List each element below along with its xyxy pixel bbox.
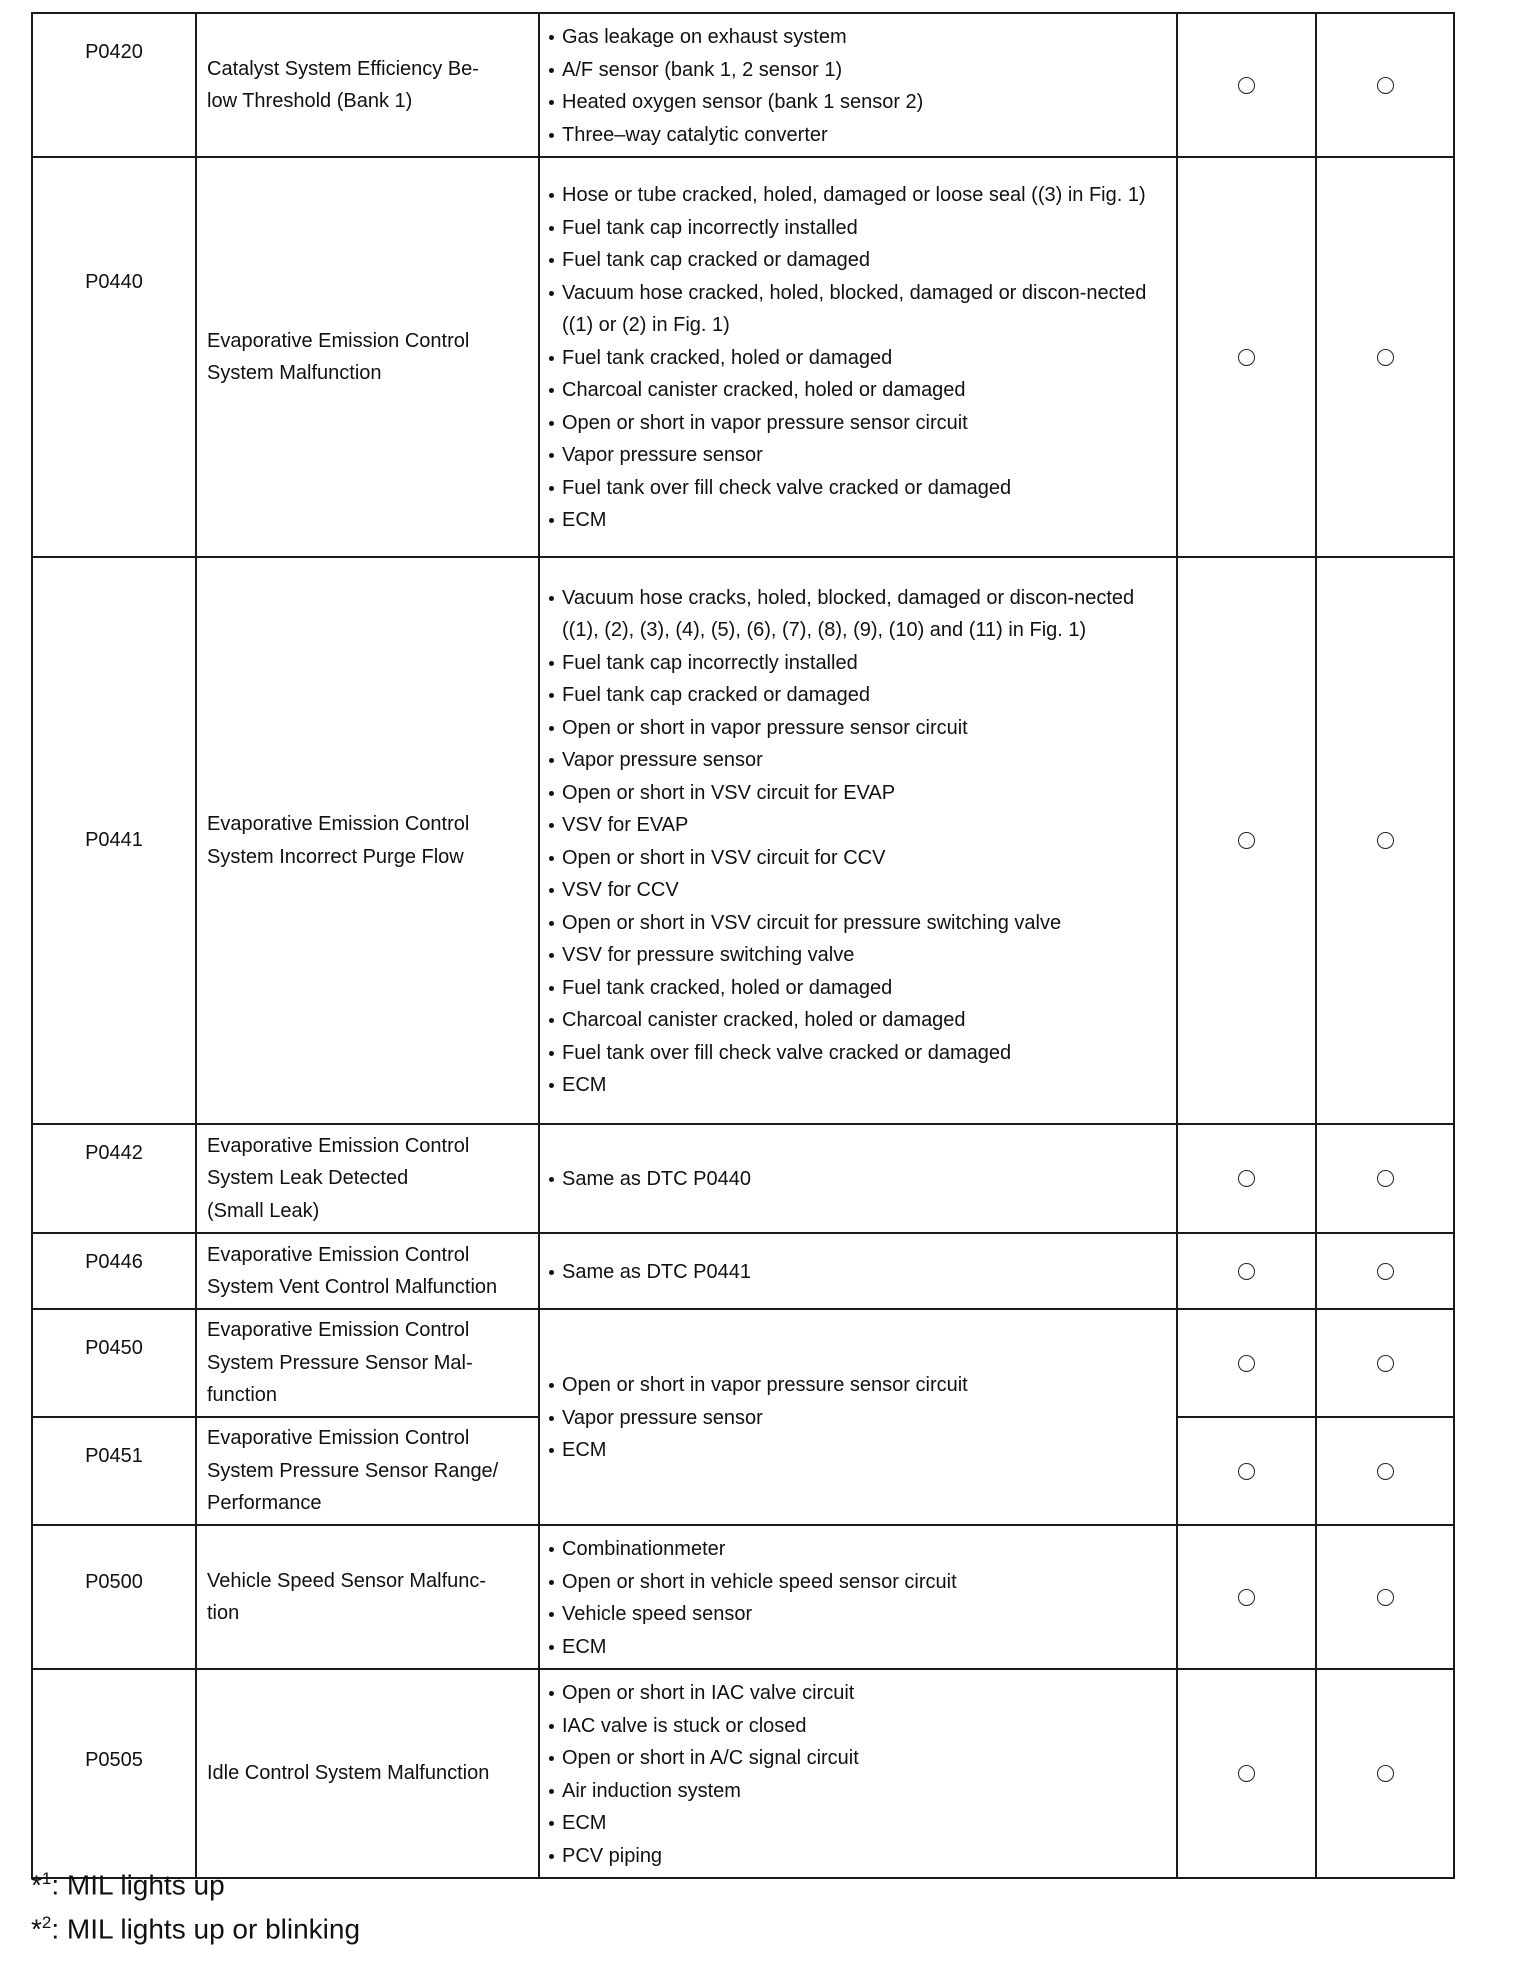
trouble-area — [539, 557, 1177, 1124]
memory-circle-icon — [1377, 77, 1394, 94]
cause-item: ECM — [548, 1434, 1166, 1467]
dtc-code: P0442 — [32, 1124, 196, 1233]
memory-circle-icon — [1377, 1355, 1394, 1372]
table-row — [32, 13, 1454, 157]
cause-item: Three–way catalytic converter — [548, 119, 1166, 152]
cause-item: Combinationmeter — [548, 1533, 1166, 1566]
cause-item: Open or short in VSV circuit for pressure switching valve — [548, 907, 1166, 940]
table-row — [32, 1669, 1454, 1878]
cause-item: Air induction system — [548, 1775, 1166, 1808]
cause-item: Fuel tank cap incorrectly installed — [548, 647, 1166, 680]
detection-item: Idle Control System Malfunction — [196, 1669, 539, 1878]
memory-circle-icon — [1377, 1589, 1394, 1606]
trouble-area — [539, 13, 1177, 157]
detection-item: Catalyst System Efficiency Be- low Threshold (Bank 1) — [196, 13, 539, 157]
cause-item: PCV piping — [548, 1840, 1166, 1873]
cause-item: Same as DTC P0440 — [548, 1163, 1166, 1196]
memory-circle-icon — [1377, 1765, 1394, 1782]
mil-column — [1177, 557, 1316, 1124]
cause-item: IAC valve is stuck or closed — [548, 1710, 1166, 1743]
cause-item: VSV for pressure switching valve — [548, 939, 1166, 972]
cause-item: A/F sensor (bank 1, 2 sensor 1) — [548, 54, 1166, 87]
footnote-2: *$^2$: MIL lights up or blinking — [31, 1913, 361, 1945]
memory-column — [1316, 13, 1454, 157]
dtc-code: P0420 — [32, 13, 196, 157]
table-row — [32, 1525, 1454, 1669]
mil-circle-icon — [1238, 77, 1255, 94]
memory-column — [1316, 1525, 1454, 1669]
cause-item: Open or short in vapor pressure sensor circuit — [548, 712, 1166, 745]
mil-column — [1177, 1124, 1316, 1233]
trouble-area — [539, 1124, 1177, 1233]
trouble-area — [539, 157, 1177, 557]
cause-item: ECM — [548, 1807, 1166, 1840]
mil-circle-icon — [1238, 1589, 1255, 1606]
detection-item: Evaporative Emission Control System Vent Control Malfunction — [196, 1233, 539, 1309]
detection-item: Evaporative Emission Control System Incorrect Purge Flow — [196, 557, 539, 1124]
cause-item: ECM — [548, 1069, 1166, 1102]
memory-circle-icon — [1377, 1463, 1394, 1480]
mil-column — [1177, 1309, 1316, 1417]
detection-item: Evaporative Emission Control System Leak Detected (Small Leak) — [196, 1124, 539, 1233]
detection-item: Evaporative Emission Control System Pressure Sensor Range/ Performance — [196, 1417, 539, 1525]
dtc-code: P0440 — [32, 157, 196, 557]
mil-circle-icon — [1238, 1170, 1255, 1187]
cause-item: Vacuum hose cracks, holed, blocked, damaged or discon-nected ((1), (2), (3), (4), (5), (6), (7), (8), (9), (10) and (11) in Fig. 1) — [548, 582, 1166, 647]
cause-item: Gas leakage on exhaust system — [548, 21, 1166, 54]
trouble-area — [539, 1525, 1177, 1669]
footnotes — [31, 1860, 360, 1949]
footnote-1: *$^1$: MIL lights up — [31, 1869, 225, 1901]
memory-circle-icon — [1377, 1170, 1394, 1187]
cause-item: Hose or tube cracked, holed, damaged or loose seal ((3) in Fig. 1) — [548, 179, 1166, 212]
trouble-area — [539, 1309, 1177, 1525]
dtc-code: P0451 — [32, 1417, 196, 1525]
table-row — [32, 1309, 1454, 1417]
dtc-code: P0446 — [32, 1233, 196, 1309]
dtc-table — [31, 12, 1455, 1879]
cause-item: ECM — [548, 1631, 1166, 1664]
mil-circle-icon — [1238, 1355, 1255, 1372]
mil-circle-icon — [1238, 349, 1255, 366]
cause-item: Same as DTC P0441 — [548, 1256, 1166, 1289]
cause-item: Open or short in VSV circuit for CCV — [548, 842, 1166, 875]
cause-item: Open or short in A/C signal circuit — [548, 1742, 1166, 1775]
memory-column — [1316, 1124, 1454, 1233]
trouble-area — [539, 1669, 1177, 1878]
cause-item: Fuel tank over fill check valve cracked or damaged — [548, 472, 1166, 505]
cause-item: Fuel tank cracked, holed or damaged — [548, 342, 1166, 375]
cause-item: Vacuum hose cracked, holed, blocked, damaged or discon-nected ((1) or (2) in Fig. 1) — [548, 277, 1166, 342]
memory-column — [1316, 557, 1454, 1124]
cause-item: Open or short in vehicle speed sensor circuit — [548, 1566, 1166, 1599]
dtc-code: P0441 — [32, 557, 196, 1124]
mil-column — [1177, 13, 1316, 157]
cause-item: Vapor pressure sensor — [548, 439, 1166, 472]
memory-circle-icon — [1377, 1263, 1394, 1280]
cause-item: Charcoal canister cracked, holed or damaged — [548, 374, 1166, 407]
dtc-code: P0450 — [32, 1309, 196, 1417]
memory-column — [1316, 1669, 1454, 1878]
mil-circle-icon — [1238, 1263, 1255, 1280]
mil-circle-icon — [1238, 1765, 1255, 1782]
cause-item: ECM — [548, 504, 1166, 537]
mil-circle-icon — [1238, 832, 1255, 849]
dtc-code: P0500 — [32, 1525, 196, 1669]
detection-item: Evaporative Emission Control System Malfunction — [196, 157, 539, 557]
table-row — [32, 157, 1454, 557]
mil-column — [1177, 1417, 1316, 1525]
cause-item: Fuel tank cap cracked or damaged — [548, 244, 1166, 277]
mil-column — [1177, 1233, 1316, 1309]
memory-column — [1316, 157, 1454, 557]
memory-circle-icon — [1377, 349, 1394, 366]
cause-item: Vehicle speed sensor — [548, 1598, 1166, 1631]
cause-item: Fuel tank cap incorrectly installed — [548, 212, 1166, 245]
trouble-area — [539, 1233, 1177, 1309]
cause-item: Open or short in vapor pressure sensor circuit — [548, 1369, 1166, 1402]
mil-column — [1177, 157, 1316, 557]
memory-column — [1316, 1233, 1454, 1309]
cause-item: Fuel tank cap cracked or damaged — [548, 679, 1166, 712]
cause-item: Open or short in vapor pressure sensor circuit — [548, 407, 1166, 440]
cause-item: Fuel tank over fill check valve cracked or damaged — [548, 1037, 1166, 1070]
table-row — [32, 1124, 1454, 1233]
mil-column — [1177, 1525, 1316, 1669]
cause-item: Open or short in VSV circuit for EVAP — [548, 777, 1166, 810]
detection-item: Vehicle Speed Sensor Malfunc- tion — [196, 1525, 539, 1669]
mil-circle-icon — [1238, 1463, 1255, 1480]
cause-item: Charcoal canister cracked, holed or damaged — [548, 1004, 1166, 1037]
cause-item: Vapor pressure sensor — [548, 744, 1166, 777]
dtc-code: P0505 — [32, 1669, 196, 1878]
memory-circle-icon — [1377, 832, 1394, 849]
memory-column — [1316, 1417, 1454, 1525]
cause-item: VSV for EVAP — [548, 809, 1166, 842]
table-row — [32, 557, 1454, 1124]
cause-item: Vapor pressure sensor — [548, 1402, 1166, 1435]
mil-column — [1177, 1669, 1316, 1878]
cause-item: VSV for CCV — [548, 874, 1166, 907]
cause-item: Fuel tank cracked, holed or damaged — [548, 972, 1166, 1005]
cause-item: Open or short in IAC valve circuit — [548, 1677, 1166, 1710]
detection-item: Evaporative Emission Control System Pressure Sensor Mal- function — [196, 1309, 539, 1417]
cause-item: Heated oxygen sensor (bank 1 sensor 2) — [548, 86, 1166, 119]
memory-column — [1316, 1309, 1454, 1417]
table-row — [32, 1233, 1454, 1309]
